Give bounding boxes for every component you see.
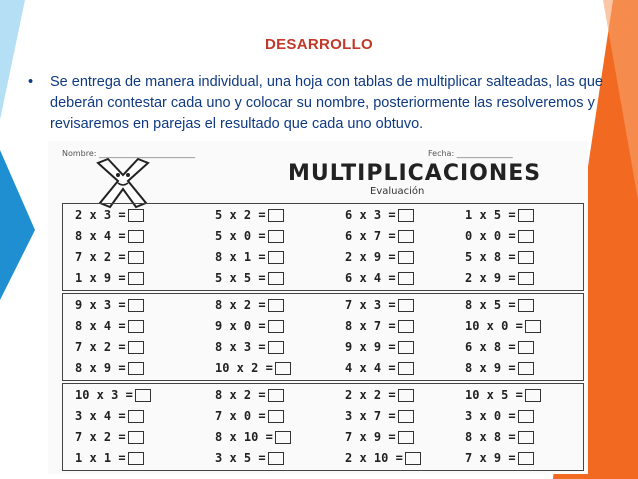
answer-box bbox=[398, 362, 414, 375]
multiplication-exercise bbox=[215, 208, 284, 222]
exercise-text: 8 x 8 = bbox=[465, 430, 516, 444]
answer-box bbox=[518, 410, 534, 423]
multiplication-exercise bbox=[75, 361, 144, 375]
exercise-text: 2 x 9 = bbox=[465, 271, 516, 285]
exercise-block bbox=[62, 383, 584, 471]
exercise-text: 8 x 2 = bbox=[215, 388, 266, 402]
multiplication-exercise bbox=[75, 451, 144, 465]
answer-box bbox=[398, 230, 414, 243]
multiplication-exercise bbox=[465, 319, 541, 333]
multiplication-exercise bbox=[75, 208, 144, 222]
exercise-text: 6 x 8 = bbox=[465, 340, 516, 354]
answer-box bbox=[398, 410, 414, 423]
multiplication-exercise bbox=[75, 319, 144, 333]
exercise-text: 7 x 0 = bbox=[215, 409, 266, 423]
answer-box bbox=[128, 341, 144, 354]
exercise-text: 2 x 2 = bbox=[345, 388, 396, 402]
bullet-icon: • bbox=[28, 74, 34, 90]
multiplication-exercise bbox=[345, 271, 414, 285]
exercise-text: 8 x 5 = bbox=[465, 298, 516, 312]
exercise-block bbox=[62, 203, 584, 291]
exercise-text: 3 x 0 = bbox=[465, 409, 516, 423]
multiplication-exercise bbox=[465, 250, 534, 264]
answer-box bbox=[128, 320, 144, 333]
exercise-text: 4 x 4 = bbox=[345, 361, 396, 375]
exercise-text: 9 x 9 = bbox=[345, 340, 396, 354]
multiplication-exercise bbox=[215, 250, 284, 264]
exercise-text: 8 x 4 = bbox=[75, 319, 126, 333]
multiplication-exercise bbox=[75, 271, 144, 285]
exercise-text: 7 x 2 = bbox=[75, 430, 126, 444]
multiplication-exercise bbox=[215, 298, 284, 312]
exercise-text: 5 x 0 = bbox=[215, 229, 266, 243]
bullet-text: Se entrega de manera individual, una hoja con tablas de multiplicar salteadas, las que deberán contestar cada uno y colocar su nombre, posteriormente las resolveremos y revisaremos en parejas el resultado que cada uno obtuvo. bbox=[50, 74, 603, 132]
answer-box bbox=[268, 272, 284, 285]
answer-box bbox=[518, 452, 534, 465]
worksheet-image bbox=[48, 141, 588, 474]
multiplication-exercise bbox=[345, 388, 414, 402]
exercise-block bbox=[62, 293, 584, 381]
exercise-text: 7 x 3 = bbox=[345, 298, 396, 312]
multiplication-exercise bbox=[215, 340, 284, 354]
answer-box bbox=[128, 272, 144, 285]
multiplication-exercise bbox=[75, 388, 151, 402]
answer-box bbox=[518, 230, 534, 243]
answer-box bbox=[398, 431, 414, 444]
multiplication-exercise bbox=[345, 250, 414, 264]
answer-box bbox=[128, 299, 144, 312]
exercise-text: 5 x 8 = bbox=[465, 250, 516, 264]
multiplication-exercise bbox=[465, 340, 534, 354]
answer-box bbox=[128, 251, 144, 264]
answer-box bbox=[525, 389, 541, 402]
answer-box bbox=[398, 389, 414, 402]
answer-box bbox=[525, 320, 541, 333]
exercise-text: 8 x 10 = bbox=[215, 430, 273, 444]
answer-box bbox=[268, 209, 284, 222]
answer-box bbox=[128, 362, 144, 375]
exercise-text: 8 x 9 = bbox=[75, 361, 126, 375]
multiplication-exercise bbox=[345, 430, 414, 444]
answer-box bbox=[518, 431, 534, 444]
exercise-text: 0 x 0 = bbox=[465, 229, 516, 243]
exercise-text: 7 x 9 = bbox=[465, 451, 516, 465]
exercise-text: 9 x 0 = bbox=[215, 319, 266, 333]
answer-box bbox=[518, 272, 534, 285]
multiplication-exercise bbox=[465, 229, 534, 243]
answer-box bbox=[398, 209, 414, 222]
exercise-text: 2 x 9 = bbox=[345, 250, 396, 264]
answer-box bbox=[518, 299, 534, 312]
multiplication-exercise bbox=[215, 409, 284, 423]
exercise-text: 10 x 2 = bbox=[215, 361, 273, 375]
exercise-text: 1 x 9 = bbox=[75, 271, 126, 285]
answer-box bbox=[398, 272, 414, 285]
multiplication-exercise bbox=[465, 451, 534, 465]
answer-box bbox=[268, 410, 284, 423]
multiplication-exercise bbox=[215, 361, 291, 375]
multiplication-exercise bbox=[75, 250, 144, 264]
answer-box bbox=[518, 362, 534, 375]
exercise-text: 7 x 9 = bbox=[345, 430, 396, 444]
exercise-text: 3 x 5 = bbox=[215, 451, 266, 465]
name-label: Nombre: ________________________ bbox=[62, 149, 196, 158]
multiplication-exercise bbox=[345, 298, 414, 312]
multiplication-exercise bbox=[465, 208, 534, 222]
answer-box bbox=[398, 320, 414, 333]
exercise-text: 7 x 2 = bbox=[75, 340, 126, 354]
exercise-text: 7 x 2 = bbox=[75, 250, 126, 264]
answer-box bbox=[128, 431, 144, 444]
answer-box bbox=[275, 431, 291, 444]
multiplication-exercise bbox=[465, 430, 534, 444]
multiplication-exercise bbox=[465, 388, 541, 402]
exercise-text: 1 x 5 = bbox=[465, 208, 516, 222]
exercise-text: 6 x 4 = bbox=[345, 271, 396, 285]
answer-box bbox=[405, 452, 421, 465]
answer-box bbox=[128, 410, 144, 423]
worksheet-title: MULTIPLICACIONES bbox=[288, 161, 542, 186]
answer-box bbox=[518, 341, 534, 354]
multiplication-exercise bbox=[345, 451, 421, 465]
answer-box bbox=[398, 341, 414, 354]
exercise-text: 10 x 3 = bbox=[75, 388, 133, 402]
answer-box bbox=[398, 251, 414, 264]
answer-box bbox=[268, 230, 284, 243]
answer-box bbox=[268, 341, 284, 354]
answer-box bbox=[518, 251, 534, 264]
answer-box bbox=[268, 251, 284, 264]
multiplication-exercise bbox=[345, 340, 414, 354]
multiplication-exercise bbox=[345, 409, 414, 423]
exercise-text: 2 x 3 = bbox=[75, 208, 126, 222]
exercise-text: 8 x 7 = bbox=[345, 319, 396, 333]
exercise-text: 6 x 7 = bbox=[345, 229, 396, 243]
multiplication-exercise bbox=[465, 298, 534, 312]
worksheet-subtitle: Evaluación bbox=[370, 186, 425, 197]
multiplication-exercise bbox=[345, 208, 414, 222]
multiplication-exercise bbox=[345, 229, 414, 243]
answer-box bbox=[275, 362, 291, 375]
exercise-text: 6 x 3 = bbox=[345, 208, 396, 222]
multiplication-exercise bbox=[465, 271, 534, 285]
answer-box bbox=[268, 452, 284, 465]
multiplication-exercise bbox=[75, 409, 144, 423]
exercise-text: 8 x 2 = bbox=[215, 298, 266, 312]
multiplication-exercise bbox=[215, 430, 291, 444]
exercise-text: 8 x 1 = bbox=[215, 250, 266, 264]
multiplication-exercise bbox=[215, 319, 284, 333]
answer-box bbox=[268, 389, 284, 402]
multiplication-exercise bbox=[75, 340, 144, 354]
exercise-text: 9 x 3 = bbox=[75, 298, 126, 312]
answer-box bbox=[135, 389, 151, 402]
bullet-paragraph bbox=[28, 72, 613, 135]
multiplication-exercise bbox=[345, 361, 414, 375]
multiplication-exercise bbox=[215, 451, 284, 465]
multiplication-exercise bbox=[465, 409, 534, 423]
multiplication-exercise bbox=[215, 229, 284, 243]
exercise-text: 3 x 4 = bbox=[75, 409, 126, 423]
answer-box bbox=[398, 299, 414, 312]
date-label: Fecha: ______________ bbox=[428, 149, 513, 158]
exercise-text: 10 x 0 = bbox=[465, 319, 523, 333]
exercise-text: 3 x 7 = bbox=[345, 409, 396, 423]
exercise-text: 5 x 5 = bbox=[215, 271, 266, 285]
exercise-text: 8 x 9 = bbox=[465, 361, 516, 375]
exercise-text: 8 x 3 = bbox=[215, 340, 266, 354]
answer-box bbox=[128, 209, 144, 222]
exercise-text: 8 x 4 = bbox=[75, 229, 126, 243]
multiplication-exercise bbox=[465, 361, 534, 375]
multiplication-exercise bbox=[215, 271, 284, 285]
exercise-text: 10 x 5 = bbox=[465, 388, 523, 402]
multiplication-exercise bbox=[75, 298, 144, 312]
exercise-text: 1 x 1 = bbox=[75, 451, 126, 465]
answer-box bbox=[518, 209, 534, 222]
answer-box bbox=[128, 230, 144, 243]
multiplication-exercise bbox=[75, 229, 144, 243]
answer-box bbox=[268, 320, 284, 333]
answer-box bbox=[128, 452, 144, 465]
exercise-text: 2 x 10 = bbox=[345, 451, 403, 465]
multiplication-exercise bbox=[345, 319, 414, 333]
multiplication-exercise bbox=[75, 430, 144, 444]
slide-title: DESARROLLO bbox=[265, 36, 373, 53]
exercise-text: 5 x 2 = bbox=[215, 208, 266, 222]
multiplication-exercise bbox=[215, 388, 284, 402]
answer-box bbox=[268, 299, 284, 312]
